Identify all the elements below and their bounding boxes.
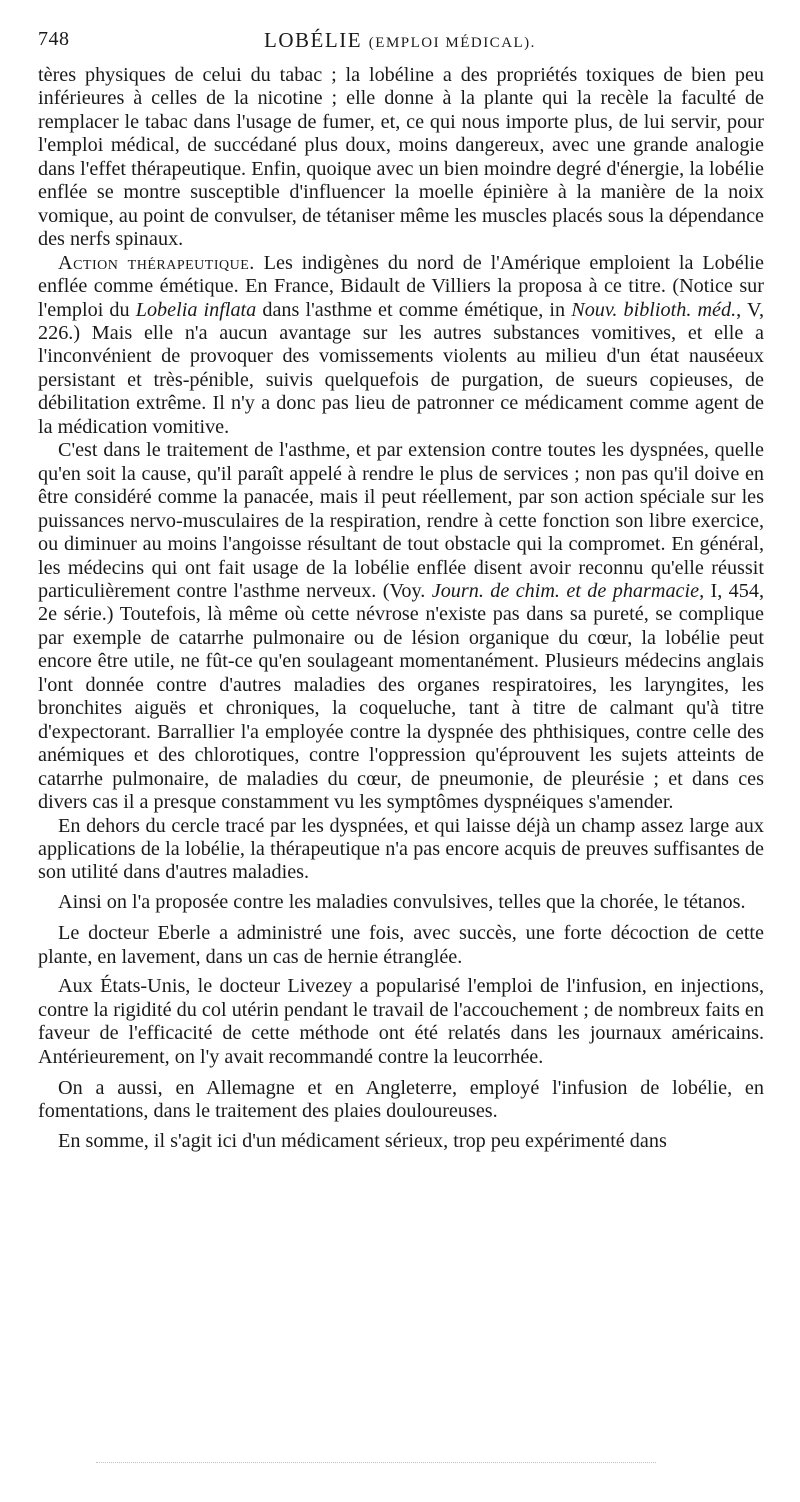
scan-artifact-dotted-line bbox=[96, 1462, 656, 1465]
paragraph-2 bbox=[38, 252, 764, 440]
paragraph-8: On a aussi, en Allemagne et en Angleterre, employé l'infusion de lobélie, en fomentations, dans le traitement des plaies douloureuses. bbox=[38, 1077, 764, 1123]
paragraph-2-text-b: dans l'asthme et comme émétique, in bbox=[256, 298, 572, 321]
paragraph-2-text-c: , V, 226.) Mais elle n'a aucun avantage sur les autres substances vomitives, et elle a l'inconvénient de provoquer des vomissements violents au milieu d'un état nauséeux persistant et très-pénible, suivis quelquefois de purgation, de sueurs copieuses, de débilitation extrême. Il n'y a donc pas lieu de patronner ce médicament comme agent de la médication vomitive. bbox=[38, 298, 764, 438]
paragraph-9: En somme, il s'agit ici d'un médicament sérieux, trop peu expérimenté dans bbox=[58, 1129, 667, 1152]
paragraph-5: Ainsi on l'a proposée contre les maladies convulsives, telles que la chorée, le tétanos. bbox=[58, 890, 746, 913]
paragraph-3-text-b: I, 454, 2e série.) Toutefois, là même où cette névrose n'existe pas dans sa pureté, se complique par exemple de catarrhe pulmonaire ou de lésion organique du cœur, la lobélie peut encore être utile, ne fût-ce qu'en soulageant momentanément. Plusieurs médecins anglais l'ont donnée contre d'autres maladies des organes respiratoires, les laryngites, les bronchites aiguës et chroniques, la coqueluche, tant à titre de calmant qu'à titre d'expectorant. Barrallier l'a employée contre la dyspnée des phthisiques, contre celle des anémiques et des chlorotiques, contre l'oppression qu'éprouvent les sujets atteints de catarrhe pulmonaire, de maladies du cœur, de pneumonie, de pleurésie ; et dans ces divers cas il a presque constamment vu les symptômes dyspnéiques s'amender. bbox=[38, 579, 764, 814]
section-heading: Action thérapeutique. bbox=[58, 251, 255, 274]
page-number: 748 bbox=[38, 28, 70, 50]
paragraph-4: En dehors du cercle tracé par les dyspnées, et qui laisse déjà un champ assez large aux applications de la lobélie, la thérapeutique n'a pas encore acquis de preuves suffisantes de son utilité dans d'autres maladies. bbox=[38, 814, 764, 884]
paragraph-6: Le docteur Eberle a administré une fois, avec succès, une forte décoction de cette plante, en lavement, dans un cas de hernie étranglée. bbox=[38, 922, 764, 968]
paragraph-3 bbox=[38, 439, 764, 814]
paragraph-2-italic-2: Nouv. biblioth. méd. bbox=[571, 298, 737, 321]
running-title bbox=[38, 28, 762, 53]
paragraph-3-italic-1: Journ. de chim. et de pharmacie, bbox=[431, 579, 705, 602]
running-title-subtitle: (EMPLOI MÉDICAL). bbox=[368, 35, 536, 51]
paragraph-1: tères physiques de celui du tabac ; la lobéline a des propriétés toxiques de bien peu inférieures à celles de la nicotine ; elle donne à la plante qui la recèle la faculté de remplacer le tabac dans l'usage de fumer, et, ce qui nous importe plus, de lui servir, pour l'emploi médical, de succédané plus doux, moins dangereux, avec une grande analogie dans l'effet thérapeutique. Enfin, quoique avec un bien moindre degré d'énergie, la lobélie enflée se montre susceptible d'influencer la moelle épinière à la manière de la noix vomique, au point de convulser, de tétaniser même les muscles placés sous la dépendance des nerfs spinaux. bbox=[38, 64, 764, 251]
paragraph-2-text-a: Les indigènes du nord de l'Amérique emploient la Lobélie enflée comme émétique. En France, Bidault de Villiers la proposa à ce titre. (Notice sur l'emploi du bbox=[38, 251, 764, 321]
running-title-main: LOBÉLIE bbox=[264, 28, 363, 52]
page-header bbox=[38, 28, 762, 58]
body-text bbox=[38, 64, 764, 1153]
paragraph-7: Aux États-Unis, le docteur Livezey a popularisé l'emploi de l'infusion, en injections, contre la rigidité du col utérin pendant le travail de l'accouchement ; de nombreux faits en faveur de l'efficacité de cette méthode ont été relatés dans les journaux américains. Antérieurement, on l'y avait recommandé contre la leucorrhée. bbox=[38, 975, 764, 1068]
paragraph-3-text-a: C'est dans le traitement de l'asthme, et par extension contre toutes les dyspnées, quelle qu'en soit la cause, qu'il paraît appelé à rendre le plus de services ; non pas qu'il doive en être considéré comme la panacée, mais il peut réellement, par son action spéciale sur les puissances nervo-musculaires de la respiration, rendre à cette fonction son libre exercice, ou diminuer au moins l'angoisse résultant de tout obstacle qui la compromet. En général, les médecins qui ont fait usage de la lobélie enflée disent avoir reconnu qu'elle réussit particulièrement contre l'asthme nerveux. (Voy. bbox=[38, 439, 764, 602]
paragraph-2-italic-1: Lobelia inflata bbox=[135, 298, 257, 321]
